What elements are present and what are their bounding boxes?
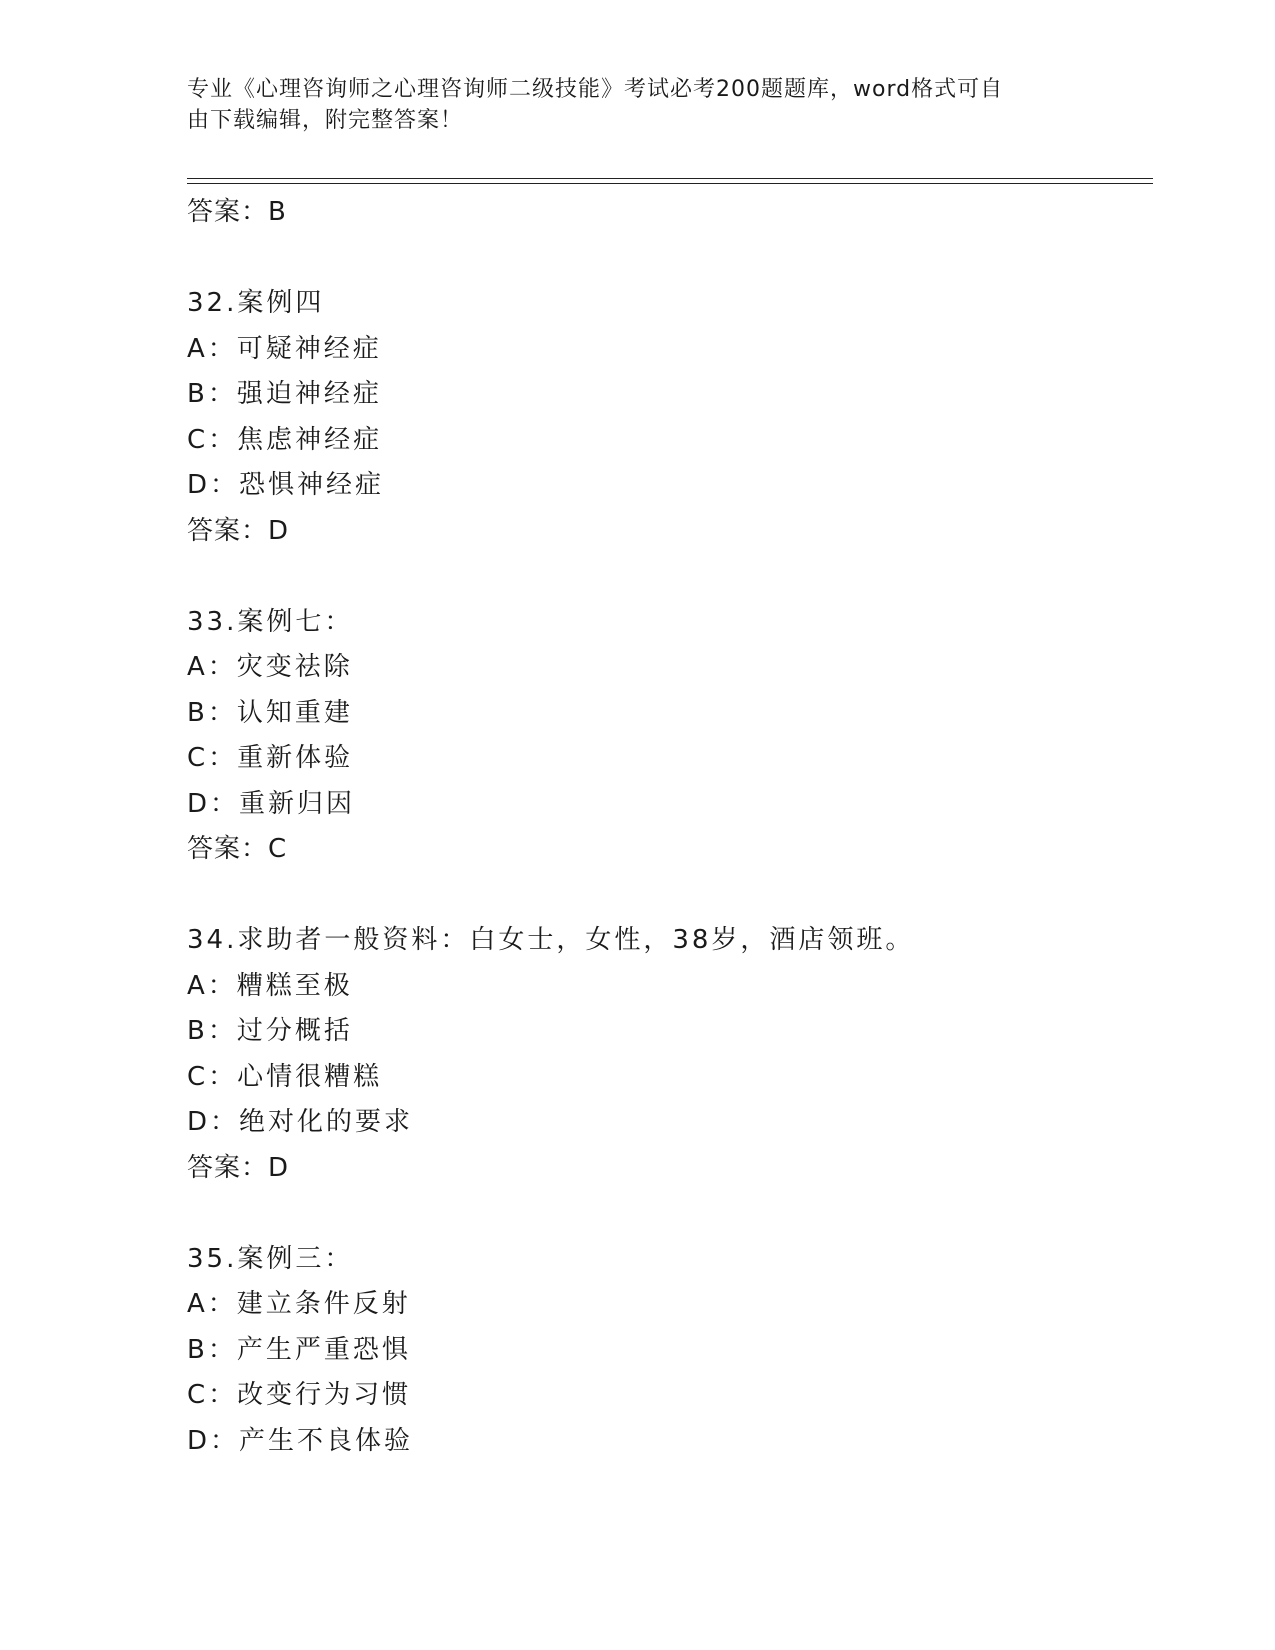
option-a: A：灾变祛除: [187, 652, 353, 682]
option-c: C：心情很糟糕: [187, 1061, 383, 1092]
option-c: C：重新体验: [187, 743, 354, 773]
answer-line: 答案：B: [187, 197, 287, 227]
header-rule-top: [187, 178, 1153, 179]
header-line-2: 由下载编辑，附完整答案！: [187, 108, 464, 133]
option-a: A：可疑神经症: [187, 333, 382, 364]
question-34: [187, 918, 1147, 1191]
question-list: [187, 190, 1147, 1464]
option-d: D：产生不良体验: [187, 1425, 414, 1456]
answer-line: 答案：C: [187, 834, 288, 864]
option-b: B：强迫神经症: [187, 379, 382, 409]
question-title: 32.案例四: [187, 288, 325, 318]
option-b: B：过分概括: [187, 1016, 353, 1046]
spacer: [187, 236, 1147, 282]
question-title: 34.求助者一般资料：白女士，女性，38岁，酒店领班。: [187, 925, 915, 955]
option-d: D：恐惧神经症: [187, 470, 385, 500]
option-d: D：绝对化的要求: [187, 1107, 414, 1137]
document-header: [187, 74, 1067, 136]
option-b: B：产生严重恐惧: [187, 1334, 411, 1365]
option-a: A：建立条件反射: [187, 1289, 411, 1319]
answer-line: 答案：D: [187, 1152, 290, 1183]
option-a: A：糟糕至极: [187, 970, 353, 1001]
spacer: [187, 873, 1147, 919]
option-b: B：认知重建: [187, 697, 353, 728]
spacer: [187, 1191, 1147, 1237]
question-33: [187, 600, 1147, 873]
question-title: 35.案例三：: [187, 1243, 354, 1274]
option-c: C：改变行为习惯: [187, 1380, 412, 1410]
option-d: D：重新归因: [187, 788, 356, 819]
header-rule-bottom: [187, 183, 1153, 184]
question-title: 33.案例七：: [187, 606, 354, 637]
answer-line: 答案：D: [187, 515, 290, 546]
question-32: [187, 281, 1147, 554]
option-c: C：焦虑神经症: [187, 424, 383, 455]
header-line-1: 专业《心理咨询师之心理咨询师二级技能》考试必考200题题库，word格式可自: [187, 77, 1004, 102]
question-35: [187, 1237, 1147, 1465]
spacer: [187, 554, 1147, 600]
